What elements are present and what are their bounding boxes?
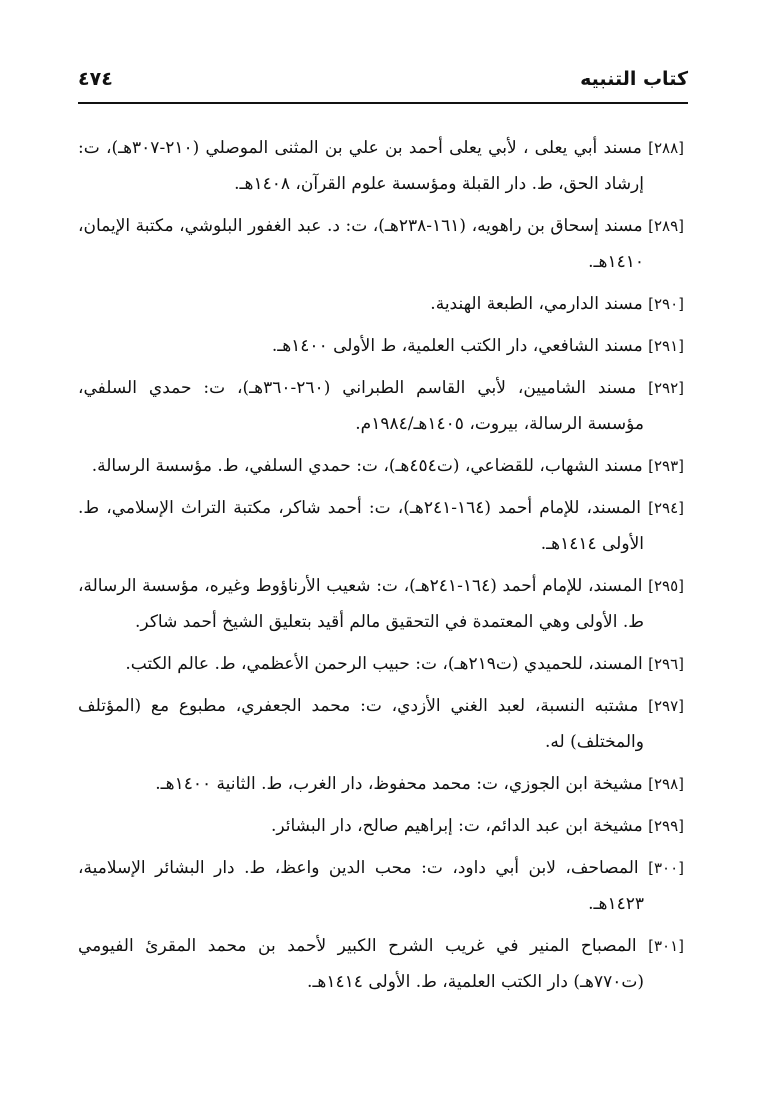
entry-text: مسند الشاميين، لأبي القاسم الطبراني (٢٦٠-٣٦٠هـ)، ت: حمدي السلفي، مؤسسة الرسالة، بيروت، ١٤٠٥هـ/١٩٨٤م. xyxy=(78,378,644,434)
entry-text: مشيخة ابن عبد الدائم، ت: إبراهيم صالح، دار البشائر. xyxy=(270,816,643,836)
entry-number: [٣٠٠] xyxy=(648,859,685,877)
page-header xyxy=(78,60,688,104)
entry-text: مسند الدارمي، الطبعة الهندية. xyxy=(430,294,643,314)
entry-number: [٢٩٥] xyxy=(648,577,684,595)
bibliography-entry xyxy=(78,448,684,484)
entry-number: [٢٩٨] xyxy=(648,775,684,793)
entry-text: مسند أبي يعلى ، لأبي يعلى أحمد بن علي بن المثنى الموصلي (٢١٠-٣٠٧هـ)، ت: إرشاد الحق، ط. دار القبلة ومؤسسة علوم القرآن، ١٤٠٨هـ. xyxy=(78,138,644,194)
entry-text: مسند إسحاق بن راهويه، (١٦١-٢٣٨هـ)، ت: د. عبد الغفور البلوشي، مكتبة الإيمان، ١٤١٠هـ. xyxy=(78,216,644,272)
entry-number: [٢٩٠] xyxy=(648,295,684,313)
entry-text: المسند، للحميدي (ت٢١٩هـ)، ت: حبيب الرحمن الأعظمي، ط. عالم الكتب. xyxy=(125,654,643,674)
bibliography-entry xyxy=(78,688,684,760)
entry-text: المسند، للإمام أحمد (١٦٤-٢٤١هـ)، ت: شعيب الأرناؤوط وغيره، مؤسسة الرسالة، ط. الأولى وهي المعتمدة في التحقيق مالم أقيد بتعليق الشيخ أحمد شاكر. xyxy=(78,576,644,632)
entry-text: مشتبه النسبة، لعبد الغني الأزدي، ت: محمد الجعفري، مطبوع مع (المؤتلف والمختلف) له. xyxy=(78,696,644,752)
entry-number: [٢٩٩] xyxy=(648,817,684,835)
bibliography-entry xyxy=(78,646,684,682)
entry-text: مشيخة ابن الجوزي، ت: محمد محفوظ، دار الغرب، ط. الثانية ١٤٠٠هـ. xyxy=(155,774,643,794)
entry-number: [٢٩١] xyxy=(648,337,684,355)
entry-number: [٢٨٩] xyxy=(648,217,684,235)
entry-number: [٢٩٤] xyxy=(648,499,684,517)
entry-text: المصاحف، لابن أبي داود، ت: محب الدين واعظ، ط. دار البشائر الإسلامية، ١٤٢٣هـ. xyxy=(78,858,644,914)
bibliography-entry xyxy=(78,568,684,640)
bibliography-entry xyxy=(78,766,684,802)
bibliography-entry xyxy=(78,286,684,322)
entry-text: مسند الشهاب، للقضاعي، (ت٤٥٤هـ)، ت: حمدي السلفي، ط. مؤسسة الرسالة. xyxy=(91,456,643,476)
header-rule xyxy=(78,102,688,104)
bibliography-entry xyxy=(78,850,684,922)
entry-number: [٢٨٨] xyxy=(648,139,684,157)
bibliography-list xyxy=(78,130,684,1006)
bibliography-entry xyxy=(78,370,684,442)
entry-number: [٢٩٦] xyxy=(648,655,684,673)
bibliography-entry xyxy=(78,928,684,1000)
bibliography-entry xyxy=(78,208,684,280)
entry-number: [٣٠١] xyxy=(648,937,684,955)
entry-text: المسند، للإمام أحمد (١٦٤-٢٤١هـ)، ت: أحمد شاكر، مكتبة التراث الإسلامي، ط. الأولى ١٤١٤هـ. xyxy=(78,498,644,554)
entry-number: [٢٩٧] xyxy=(648,697,684,715)
entry-number: [٢٩٣] xyxy=(648,457,684,475)
bibliography-entry xyxy=(78,328,684,364)
entry-text: مسند الشافعي، دار الكتب العلمية، ط الأولى ١٤٠٠هـ. xyxy=(271,336,643,356)
bibliography-entry xyxy=(78,490,684,562)
page-number: ٤٧٤ xyxy=(78,68,113,90)
entry-number: [٢٩٢] xyxy=(648,379,684,397)
bibliography-entry xyxy=(78,130,684,202)
bibliography-entry xyxy=(78,808,684,844)
entry-text: المصباح المنير في غريب الشرح الكبير لأحمد بن محمد المقرئ الفيومي (ت٧٧٠هـ) دار الكتب العلمية، ط. الأولى ١٤١٤هـ. xyxy=(78,936,644,992)
book-title: كتاب التنبيه xyxy=(580,68,688,90)
